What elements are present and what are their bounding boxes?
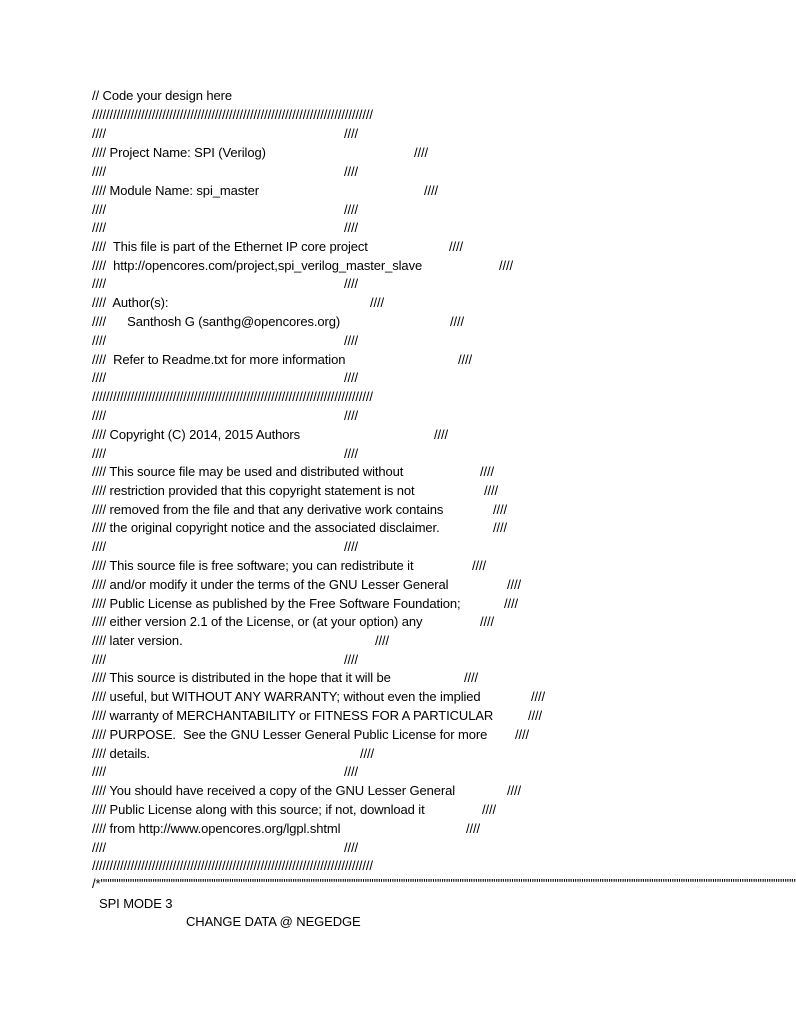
- line-border-marker: ////: [472, 558, 487, 573]
- line-border-marker: ////: [434, 427, 449, 442]
- code-line: [92, 145, 720, 161]
- line-text: //// This file is part of the Ethernet IP core project: [92, 239, 368, 254]
- line-text: ////: [92, 408, 107, 423]
- line-text: ////: [92, 840, 107, 855]
- line-border-marker: ////: [344, 202, 359, 217]
- code-line: [92, 333, 720, 349]
- code-line: [92, 689, 720, 705]
- line-border-marker: ////: [450, 314, 465, 329]
- code-line: [92, 183, 720, 199]
- line-text: ////: [92, 164, 107, 179]
- code-line: [92, 446, 720, 462]
- code-line: [92, 220, 720, 236]
- code-line: [92, 802, 720, 818]
- line-text: //// This source file is free software; you can redistribute it: [92, 558, 414, 573]
- line-border-marker: ////: [344, 370, 359, 385]
- line-text: //// http://opencores.com/project,spi_verilog_master_slave: [92, 258, 423, 273]
- line-text: //// later version.: [92, 633, 183, 648]
- code-line: [92, 239, 720, 255]
- code-line: [92, 314, 720, 330]
- line-text: //// the original copyright notice and the associated disclaimer.: [92, 520, 440, 535]
- line-text: ////////////////////////////////////////////////////////////////////////////////: [92, 858, 373, 873]
- code-line: [92, 858, 720, 874]
- line-text: ////: [92, 539, 107, 554]
- line-border-marker: ////: [507, 577, 522, 592]
- line-text: ////: [92, 126, 107, 141]
- code-line: [92, 202, 720, 218]
- line-border-marker: ////: [507, 783, 522, 798]
- code-line: [92, 821, 720, 837]
- code-line: [92, 652, 720, 668]
- line-border-marker: ////: [484, 483, 499, 498]
- line-border-marker: ////: [466, 821, 481, 836]
- line-text: ////: [92, 764, 107, 779]
- code-line: [92, 727, 720, 743]
- code-line: [92, 464, 720, 480]
- code-line: [92, 558, 720, 574]
- line-text: ////: [92, 202, 107, 217]
- code-line: [92, 258, 720, 274]
- line-border-marker: ////: [449, 239, 464, 254]
- code-line: [186, 914, 720, 930]
- line-text: SPI MODE 3: [92, 896, 173, 911]
- line-text: ////: [92, 220, 107, 235]
- line-border-marker: ////: [370, 295, 385, 310]
- line-text: ////////////////////////////////////////////////////////////////////////////////: [92, 107, 373, 122]
- line-text: CHANGE DATA @ NEGEDGE: [186, 914, 361, 929]
- line-text: ////: [92, 333, 107, 348]
- line-border-marker: ////: [480, 614, 495, 629]
- line-border-marker: ////: [493, 520, 508, 535]
- line-border-marker: ////: [360, 746, 375, 761]
- line-text: ////: [92, 446, 107, 461]
- code-line: [92, 352, 720, 368]
- line-text: //// Copyright (C) 2014, 2015 Authors: [92, 427, 301, 442]
- code-line: [92, 370, 720, 386]
- code-line: [92, 896, 720, 912]
- code-line: [92, 126, 720, 142]
- code-line: [92, 840, 720, 856]
- line-text: //// Public License as published by the Free Software Foundation;: [92, 596, 461, 611]
- code-line: [92, 295, 720, 311]
- line-border-marker: ////: [464, 670, 479, 685]
- line-text: //// Author(s):: [92, 295, 169, 310]
- line-text: ////: [92, 276, 107, 291]
- code-line: [92, 708, 720, 724]
- line-border-marker: ////: [480, 464, 495, 479]
- line-border-marker: ////: [493, 502, 508, 517]
- line-border-marker: ////: [344, 276, 359, 291]
- line-border-marker: ////: [482, 802, 497, 817]
- line-border-marker: ////: [375, 633, 390, 648]
- line-text: //// Project Name: SPI (Verilog): [92, 145, 266, 160]
- code-line: [92, 164, 720, 180]
- line-border-marker: ////: [458, 352, 473, 367]
- line-text: //// Module Name: spi_master: [92, 183, 259, 198]
- line-text: //// useful, but WITHOUT ANY WARRANTY; without even the implied: [92, 689, 481, 704]
- line-text: //// warranty of MERCHANTABILITY or FITNESS FOR A PARTICULAR: [92, 708, 494, 723]
- line-border-marker: ////: [499, 258, 514, 273]
- line-border-marker: ////: [515, 727, 530, 742]
- code-line: [92, 107, 720, 123]
- line-text: //// This source is distributed in the hope that it will be: [92, 670, 391, 685]
- code-line: [92, 577, 720, 593]
- code-line: [92, 408, 720, 424]
- line-text: //// either version 2.1 of the License, or (at your option) any: [92, 614, 423, 629]
- code-line: [92, 88, 720, 104]
- line-text: //// This source file may be used and distributed without: [92, 464, 404, 479]
- line-text: //// details.: [92, 746, 150, 761]
- code-line: [92, 502, 720, 518]
- line-border-marker: ////: [344, 652, 359, 667]
- line-border-marker: ////: [344, 840, 359, 855]
- line-text: // Code your design here: [92, 88, 232, 103]
- code-line: [92, 389, 720, 405]
- line-border-marker: ////: [344, 539, 359, 554]
- line-text: //// Santhosh G (santhg@opencores.org): [92, 314, 341, 329]
- line-border-marker: ////: [344, 764, 359, 779]
- line-border-marker: ////: [528, 708, 543, 723]
- line-text: //// restriction provided that this copyright statement is not: [92, 483, 415, 498]
- code-line: [92, 520, 720, 536]
- line-border-marker: ////: [531, 689, 546, 704]
- code-line: [92, 483, 720, 499]
- line-border-marker: ////: [344, 164, 359, 179]
- line-border-marker: ////: [414, 145, 429, 160]
- code-line: [92, 633, 720, 649]
- line-text: //// You should have received a copy of the GNU Lesser General: [92, 783, 456, 798]
- line-text: //// PURPOSE. See the GNU Lesser General Public License for more: [92, 727, 488, 742]
- line-text: ////////////////////////////////////////////////////////////////////////////////: [92, 389, 373, 404]
- code-line: [92, 276, 720, 292]
- line-border-marker: ////: [344, 446, 359, 461]
- line-text: //// from http://www.opencores.org/lgpl.shtml: [92, 821, 341, 836]
- code-line: [92, 876, 796, 892]
- line-text: //// removed from the file and that any derivative work contains: [92, 502, 444, 517]
- line-text: //// Refer to Readme.txt for more information: [92, 352, 346, 367]
- line-text: /*"""""""""""""""""""""""""""""""""""""""""""""""""""""""""""""""""""""""""""""""""""""""""""""""""""""""""""""""""""""""""""""""""""""""""""""""""""""""""": [92, 876, 796, 891]
- code-line: [92, 614, 720, 630]
- code-line: [92, 539, 720, 555]
- line-text: ////: [92, 652, 107, 667]
- code-line: [92, 427, 720, 443]
- code-line: [92, 670, 720, 686]
- code-line: [92, 783, 720, 799]
- line-border-marker: ////: [344, 333, 359, 348]
- line-text: ////: [92, 370, 107, 385]
- line-border-marker: ////: [504, 596, 519, 611]
- line-border-marker: ////: [344, 408, 359, 423]
- code-line: [92, 596, 720, 612]
- line-text: //// and/or modify it under the terms of the GNU Lesser General: [92, 577, 449, 592]
- line-border-marker: ////: [344, 126, 359, 141]
- line-border-marker: ////: [344, 220, 359, 235]
- code-line: [92, 764, 720, 780]
- code-line: [92, 746, 720, 762]
- line-border-marker: ////: [424, 183, 439, 198]
- line-text: //// Public License along with this source; if not, download it: [92, 802, 425, 817]
